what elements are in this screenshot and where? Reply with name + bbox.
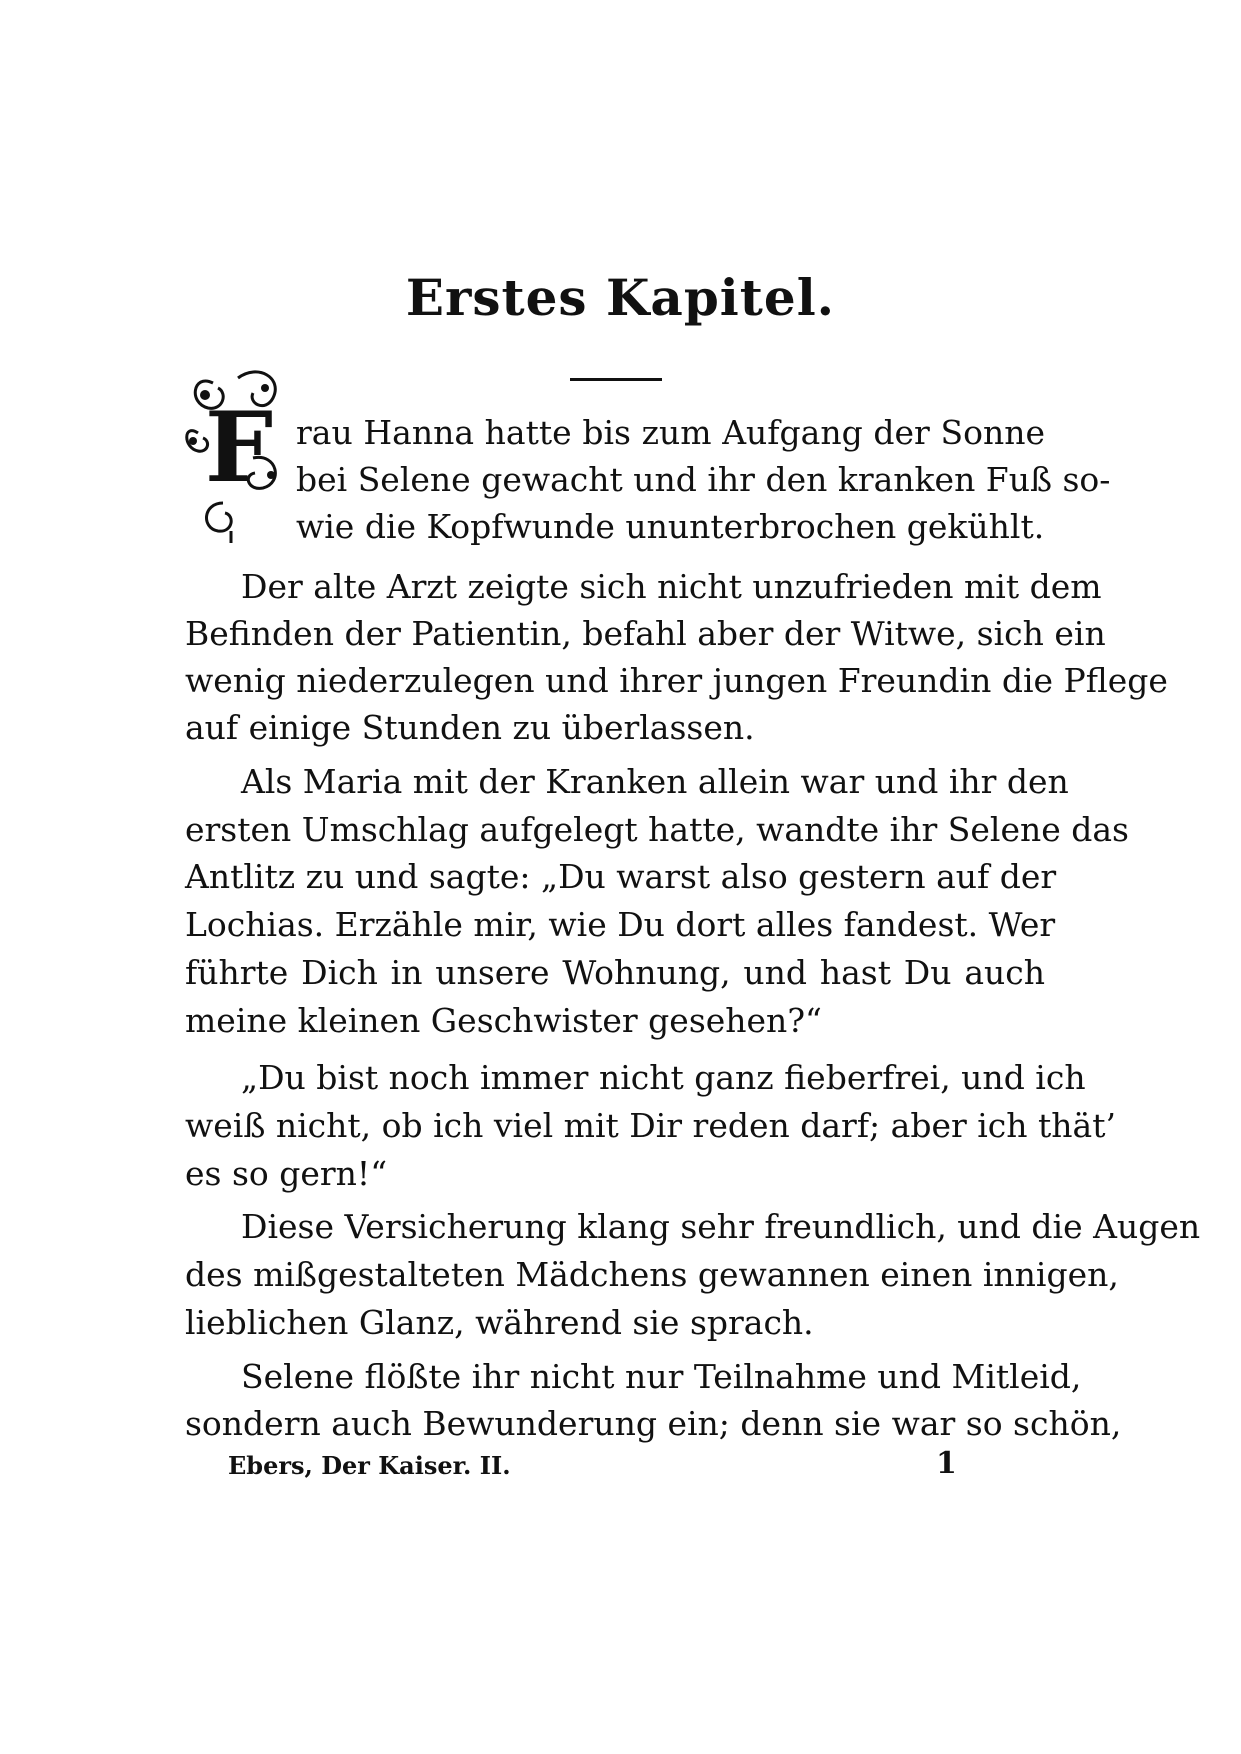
text-line: Antlitz zu und sagte: „Du warst also gestern auf der [185, 857, 1057, 896]
text-line: weiß nicht, ob ich viel mit Dir reden darf; aber ich thät’ [185, 1106, 1116, 1145]
ornamental-drop-initial [183, 363, 295, 543]
text-line: lieblichen Glanz, während sie sprach. [185, 1303, 814, 1342]
text-line: bei Selene gewacht und ihr den kranken Fuß so- [296, 460, 1111, 499]
text-line: Als Maria mit der Kranken allein war und ihr den [241, 762, 1069, 801]
text-line: rau Hanna hatte bis zum Aufgang der Sonne [296, 413, 1045, 452]
text-line: „Du bist noch immer nicht ganz fieberfrei, und ich [241, 1058, 1086, 1097]
text-line: Der alte Arzt zeigte sich nicht unzufrieden mit dem [241, 567, 1102, 606]
footer-signature: Ebers, Der Kaiser. II. [228, 1451, 511, 1480]
chapter-title: Erstes Kapitel. [405, 268, 836, 327]
text-line: Diese Versicherung klang sehr freundlich, und die Augen [241, 1207, 1201, 1246]
text-line: meine kleinen Geschwister gesehen?“ [185, 1001, 822, 1040]
text-line: führte Dich in unsere Wohnung, und hast Du auch [185, 953, 1045, 992]
text-line: des mißgestalteten Mädchens gewannen einen innigen, [185, 1255, 1119, 1294]
text-line: wie die Kopfwunde ununterbrochen gekühlt. [296, 507, 1045, 546]
text-line: sondern auch Bewunderung ein; denn sie war so schön, [185, 1404, 1122, 1443]
drop-initial-letter: F [204, 391, 274, 504]
text-line: Lochias. Erzähle mir, wie Du dort alles fandest. Wer [185, 905, 1056, 944]
text-line: ersten Umschlag aufgelegt hatte, wandte ihr Selene das [185, 810, 1129, 849]
text-line: auf einige Stunden zu überlassen. [185, 708, 755, 747]
text-line: Selene flößte ihr nicht nur Teilnahme und Mitleid, [241, 1357, 1082, 1396]
text-line: es so gern!“ [185, 1154, 388, 1193]
page-number: 1 [936, 1446, 957, 1481]
text-line: Befinden der Patientin, befahl aber der Witwe, sich ein [185, 614, 1106, 653]
text-line: wenig niederzulegen und ihrer jungen Freundin die Pflege [185, 661, 1168, 700]
title-divider-rule [570, 378, 662, 381]
